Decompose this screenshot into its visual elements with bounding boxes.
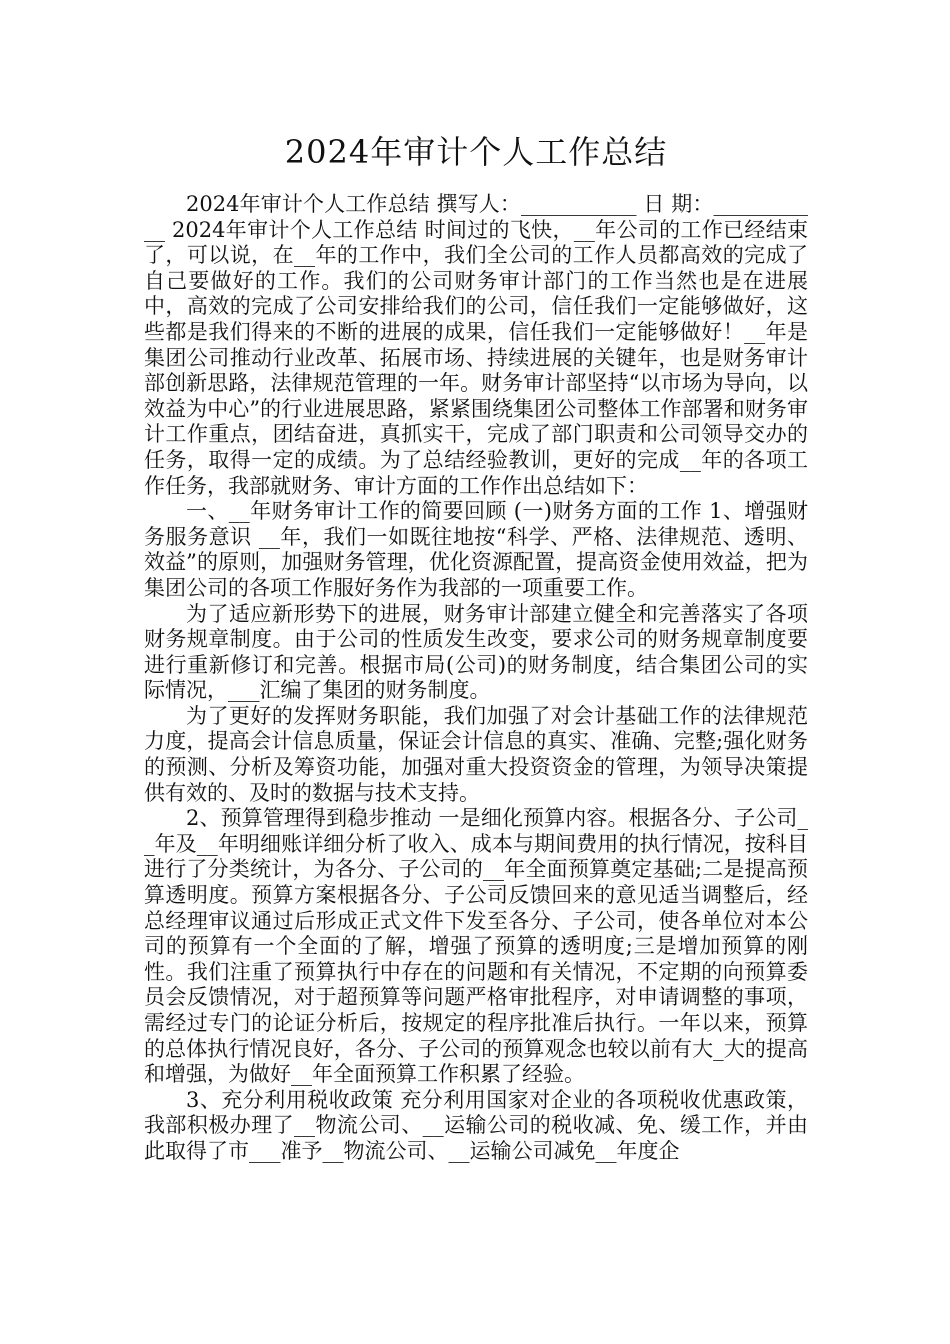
document-page	[144, 126, 808, 1165]
paragraph-budget: 2、预算管理得到稳步推动 一是细化预算内容。根据各分、子公司__年及__年明细账详细分析了收入、成本与期间费用的执行情况，按科目进行了分类统计，为各分、子公司的__年全面预算奠定基础;二是提高预算透明度。预算方案根据各分、子公司反馈回来的意见适当调整后，经总经理审议通过后形成正式文件下发至各分、子公司，使各单位对本公司的预算有一个全面的了解，增强了预算的透明度;三是增加预算的刚性。我们注重了预算执行中存在的问题和有关情况，不定期的向预算委员会反馈情况，对于超预算等问题严格审批程序，对申请调整的事项，需经过专门的论证分析后，按规定的程序批准后执行。一年以来，预算的总体执行情况良好，各分、子公司的预算观念也较以前有大_大的提高和增强，为做好__年全面预算工作积累了经验。	[144, 806, 808, 1087]
paragraph-regulations: 为了适应新形势下的进展，财务审计部建立健全和完善落实了各项财务规章制度。由于公司的性质发生改变，要求公司的财务规章制度要进行重新修订和完善。根据市局(公司)的财务制度，结合集团公司的实际情况，___汇编了集团的财务制度。	[144, 601, 808, 703]
paragraph-accounting: 为了更好的发挥财务职能，我们加强了对会计基础工作的法律规范力度，提高会计信息质量，保证会计信息的真实、准确、完整;强化财务的预测、分析及筹资功能，加强对重大投资资金的管理，为领导决策提供有效的、及时的数据与技术支持。	[144, 703, 808, 805]
paragraph-tax: 3、充分利用税收政策 充分利用国家对企业的各项税收优惠政策，我部积极办理了__物流公司、__运输公司的税收减、免、缓工作，并由此取得了市___准予__物流公司、__运输公司减免__年度企	[144, 1087, 808, 1163]
paragraph-intro: 2024年审计个人工作总结 撰写人：___________ 日 期：___________ 2024年审计个人工作总结 时间过的飞快，__年公司的工作已经结束了，可以说，在__年的工作中，我们全公司的工作人员都高效的完成了自己要做好的工作。我们的公司财务审计部门的工作当然也是在进展中，高效的完成了公司安排给我们的公司，信任我们一定能够做好，这些都是我们得来的不断的进展的成果，信任我们一定能够做好！__年是集团公司推动行业改革、拓展市场、持续进展的关键年，也是财务审计部创新思路，法律规范管理的一年。财务审计部坚持“以市场为导向，以效益为中心”的行业进展思路，紧紧围绕集团公司整体工作部署和财务审计工作重点，团结奋进，真抓实干，完成了部门职责和公司领导交办的任务，取得一定的成绩。为了总结经验教训，更好的完成__年的各项工作任务，我部就财务、审计方面的工作作出总结如下：	[144, 192, 808, 498]
document-title: 2024年审计个人工作总结	[284, 133, 668, 171]
paragraph-review: 一、__年财务审计工作的简要回顾 (一)财务方面的工作 1、增强财务服务意识 __年，我们一如既往地按“科学、严格、法律规范、透明、效益”的原则，加强财务管理，优化资源配置，提高资金使用效益，把为集团公司的各项工作服好务作为我部的一项重要工作。	[144, 499, 808, 600]
